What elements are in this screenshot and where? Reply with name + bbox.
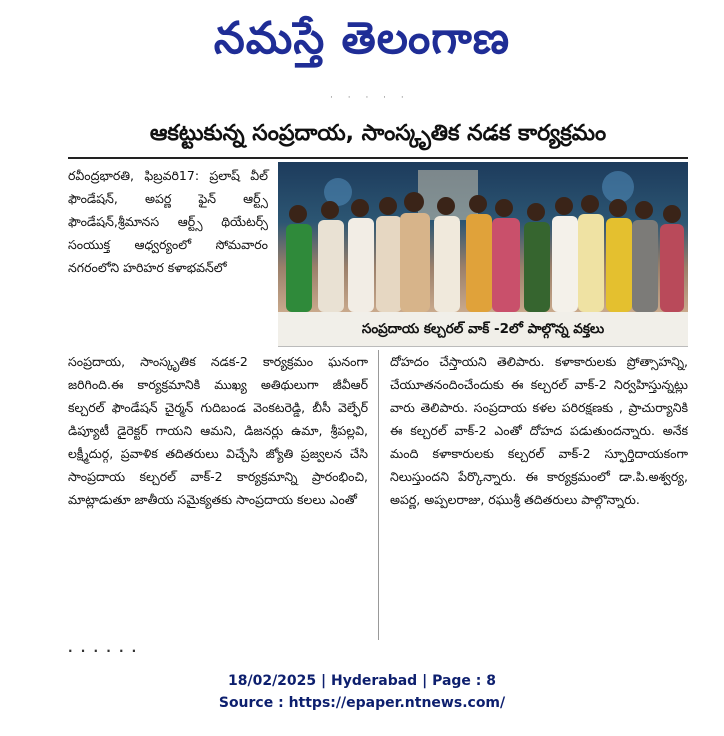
- source-link[interactable]: Source : https://epaper.ntnews.com/: [218, 695, 506, 711]
- article-headline: ఆకట్టుకున్న సంప్రదాయ, సాంస్కృతిక నడక కార్యక్రమం: [149, 121, 607, 146]
- clipped-next-article-text: · · · · · ·: [68, 644, 139, 658]
- article-body-left: సంప్రదాయ, సాంస్కృతిక నడక-2 కార్యక్రమం ఘనంగా జరిగింది.ఈ కార్యక్రమానికి ముఖ్య అతిథులుగా జీవీఆర్ కల్చరల్ ఫౌండేషన్ చైర్మన్ గుదిబండ వెంకటరెడ్డి, బీసీ వెల్ఫేర్ డిప్యూటీ డైరెక్టర్ గాయని ఆమని, డిజనర్లు ఉమా, శ్రీపల్లవి, లక్ష్మీదుర్గ, ప్రవాళిక తదితరులు విచ్చేసి జ్యోతి ప్రజ్వలన చేసి సాంప్రదాయ కల్చరల్ వాక్-2 కార్యక్రమాన్ని ప్రారంభించి, మాట్లాడుతూ జాతీయ సమైక్యతకు సాంప్రదాయ కలలు ఎంతో: [68, 354, 368, 507]
- article-lead-text: రవీంద్రభారతి, ఫిబ్రవరి17: ప్రలాష్ వీల్ ఫౌండేషన్, అపర్ణ ఫైన్ ఆర్ట్స్ ఫౌండేషన్,శ్రీమానస ఆర్ట్స్ థియేటర్స్ సంయుక్త ఆధ్వర్యంలో సోమవారం నగరంలోని హరిహర కళాభవన్‌లో: [68, 168, 268, 275]
- event-photo: [278, 162, 688, 312]
- article-body-right: దోహదం చేస్తాయని తెలిపారు. కళాకారులకు ప్రోత్సాహన్ని, చేయూతనందించేందుకు ఈ కల్చరల్ వాక్-2 నిర్వహిస్తున్నట్లు వారు తెలిపారు. సంప్రదాయ కళల పరిరక్షణకు , ప్రాచుర్యానికి ఈ కల్చరల్ వాక్-2 ఎంతో దోహద పడుతుందన్నారు. అనేక మంది కళాకారులకు కల్చరల్ వాక్-2 స్ఫూర్తిదాయకంగా నిలుస్తుందని పేర్కొన్నారు. ఈ కార్యక్రమంలో డా.పి.అశ్వర్య, అపర్ణ, అప్పలరాజు, రఘుశ్రీ తదితరులు పాల్గొన్నారు.: [390, 354, 688, 507]
- article-clipping: [68, 112, 688, 660]
- publication-footer: [0, 670, 724, 714]
- headline-rule: [68, 157, 688, 159]
- column-divider: [378, 350, 379, 640]
- newspaper-masthead: నమస్తే తెలంగాణ: [213, 13, 511, 64]
- photo-caption: సంప్రదాయ కల్చరల్ వాక్ -2లో పాల్గొన్న వక్తలు: [278, 312, 688, 347]
- publication-date-city-page: 18/02/2025 | Hyderabad | Page : 8: [227, 673, 497, 689]
- clipped-text-strip: · · · · ·: [330, 93, 410, 103]
- group-photo-illustration: [278, 162, 688, 312]
